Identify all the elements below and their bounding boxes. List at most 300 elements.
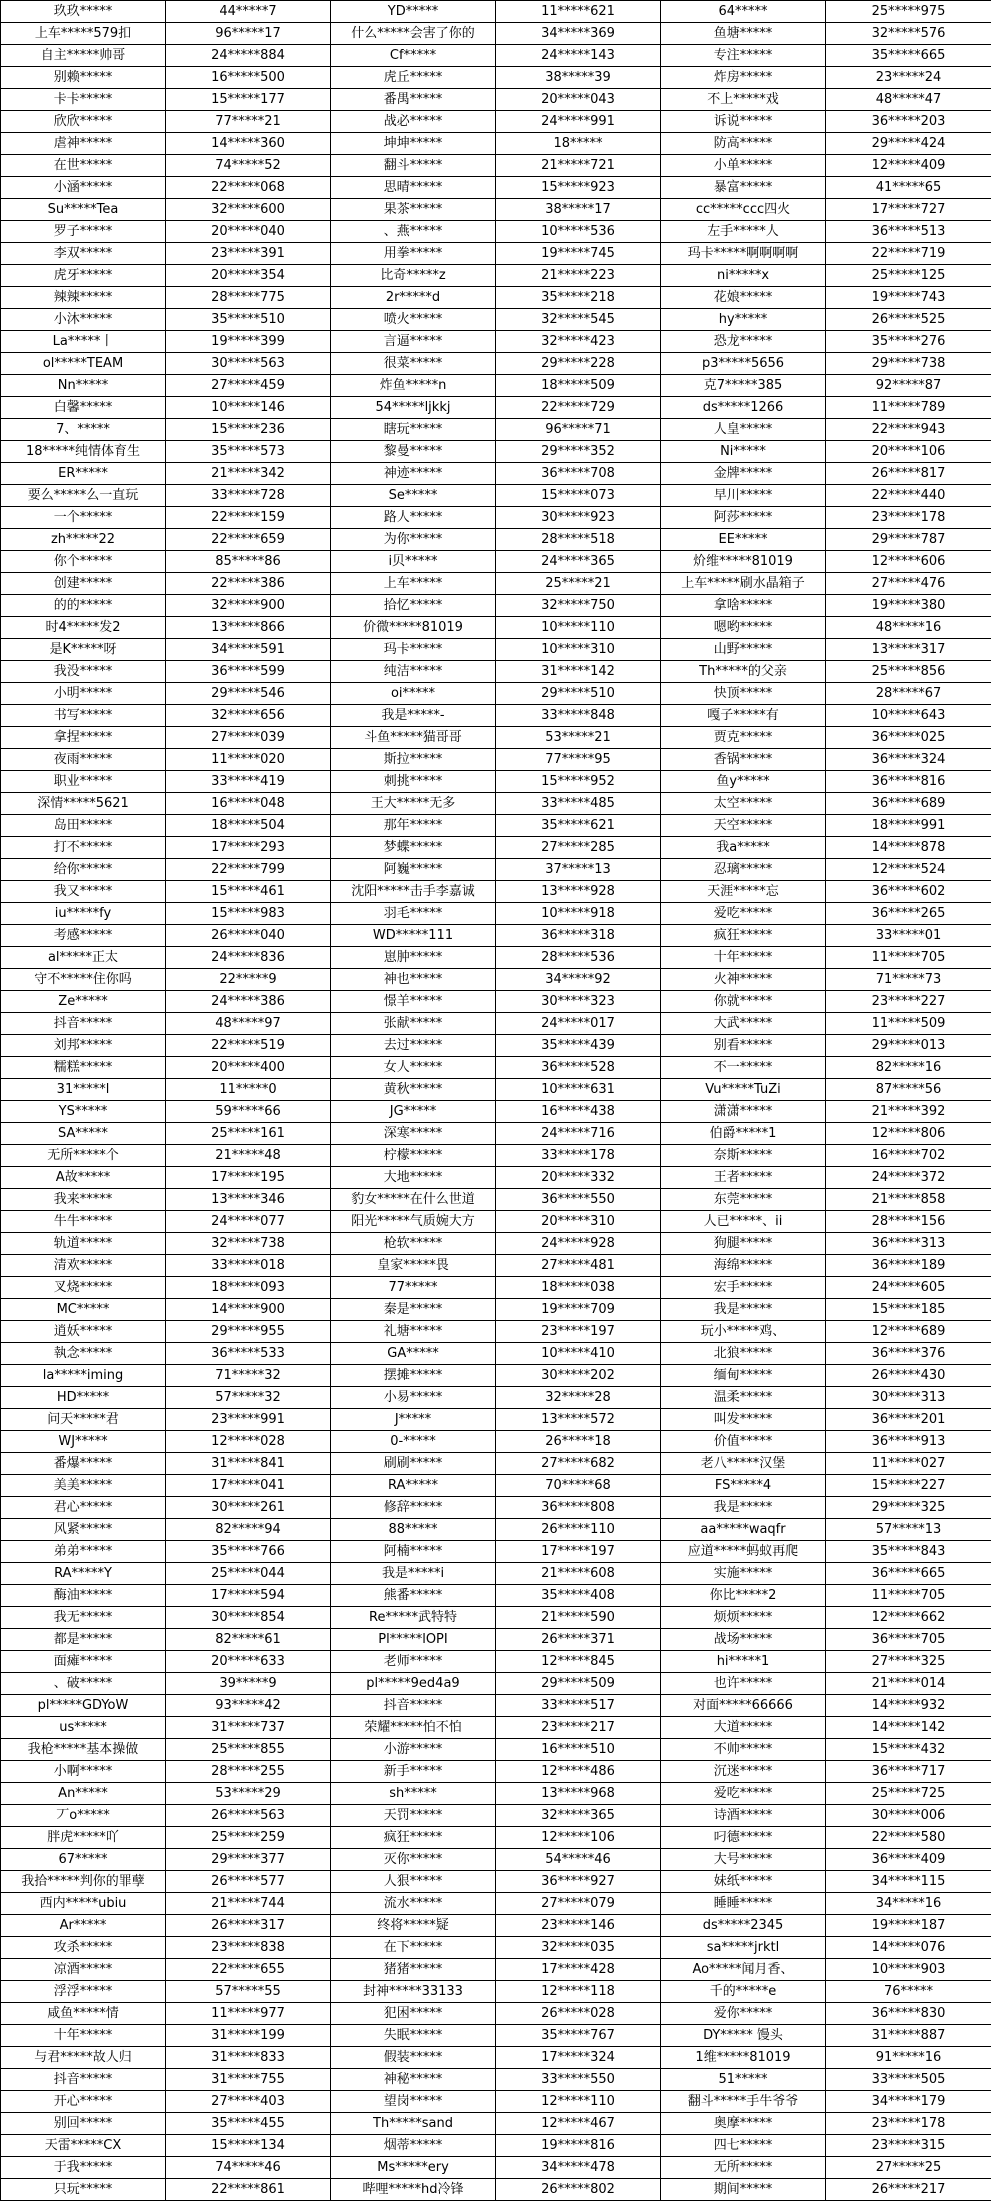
table-row	[1, 1849, 991, 1871]
player-name-2-cell: 在下*****	[331, 1937, 496, 1959]
table-row	[1, 2025, 991, 2047]
player-name-1-cell: iu*****fy	[1, 903, 166, 925]
player-name-3-cell: 也许*****	[661, 1673, 826, 1695]
player-name-2-cell: 羽毛*****	[331, 903, 496, 925]
player-id-3-cell: 12*****806	[826, 1123, 991, 1145]
player-id-1-cell: 26*****563	[166, 1805, 331, 1827]
player-id-1-cell: 22*****659	[166, 529, 331, 551]
player-id-3-cell: 27*****25	[826, 2157, 991, 2179]
player-name-1-cell: 自主*****帅哥	[1, 45, 166, 67]
player-name-2-cell: WD*****111	[331, 925, 496, 947]
player-name-2-cell: 猪猪*****	[331, 1959, 496, 1981]
player-id-2-cell: 11*****621	[496, 1, 661, 23]
player-name-1-cell: 轨道*****	[1, 1233, 166, 1255]
table-row	[1, 771, 991, 793]
table-row	[1, 1541, 991, 1563]
player-id-2-cell: 36*****927	[496, 1871, 661, 1893]
player-id-1-cell: 18*****504	[166, 815, 331, 837]
player-id-1-cell: 22*****655	[166, 1959, 331, 1981]
player-name-3-cell: Th*****的父亲	[661, 661, 826, 683]
player-name-3-cell: 东莞*****	[661, 1189, 826, 1211]
player-name-1-cell: La*****丨	[1, 331, 166, 353]
player-name-1-cell: 深情*****5621	[1, 793, 166, 815]
player-id-1-cell: 14*****360	[166, 133, 331, 155]
player-id-1-cell: 24*****077	[166, 1211, 331, 1233]
player-name-2-cell: 纯洁*****	[331, 661, 496, 683]
player-id-3-cell: 33*****01	[826, 925, 991, 947]
player-id-3-cell: 36*****201	[826, 1409, 991, 1431]
player-name-2-cell: 大地*****	[331, 1167, 496, 1189]
player-name-2-cell: 战必*****	[331, 111, 496, 133]
player-name-1-cell: 糯糕*****	[1, 1057, 166, 1079]
player-id-1-cell: 82*****94	[166, 1519, 331, 1541]
player-name-1-cell: 西内*****ubiu	[1, 1893, 166, 1915]
player-name-2-cell: 什么*****会害了你的	[331, 23, 496, 45]
player-name-1-cell: pl*****GDYoW	[1, 1695, 166, 1717]
player-name-2-cell: 刺挑*****	[331, 771, 496, 793]
player-id-3-cell: 18*****991	[826, 815, 991, 837]
player-id-2-cell: 18*****509	[496, 375, 661, 397]
player-id-1-cell: 20*****400	[166, 1057, 331, 1079]
player-id-1-cell: 29*****377	[166, 1849, 331, 1871]
player-id-2-cell: 32*****750	[496, 595, 661, 617]
player-id-1-cell: 24*****836	[166, 947, 331, 969]
player-name-1-cell: An*****	[1, 1783, 166, 1805]
player-id-1-cell: 30*****854	[166, 1607, 331, 1629]
player-id-2-cell: 23*****217	[496, 1717, 661, 1739]
player-name-3-cell: p3*****5656	[661, 353, 826, 375]
player-id-3-cell: 23*****178	[826, 2113, 991, 2135]
player-id-3-cell: 23*****24	[826, 67, 991, 89]
player-id-3-cell: 36*****265	[826, 903, 991, 925]
player-name-3-cell: 51*****	[661, 2069, 826, 2091]
table-row	[1, 309, 991, 331]
player-name-1-cell: 弟弟*****	[1, 1541, 166, 1563]
player-name-2-cell: 用拳*****	[331, 243, 496, 265]
player-id-3-cell: 36*****705	[826, 1629, 991, 1651]
table-row	[1, 1255, 991, 1277]
table-row	[1, 353, 991, 375]
player-name-3-cell: 上车*****刷水晶箱子	[661, 573, 826, 595]
player-name-3-cell: 温柔*****	[661, 1387, 826, 1409]
player-name-1-cell: 浮浮*****	[1, 1981, 166, 2003]
player-name-3-cell: 人皇*****	[661, 419, 826, 441]
player-name-2-cell: 77*****	[331, 1277, 496, 1299]
player-name-2-cell: 斗鱼*****猫哥哥	[331, 727, 496, 749]
player-name-1-cell: 小涵*****	[1, 177, 166, 199]
table-row	[1, 2179, 991, 2201]
player-id-2-cell: 36*****550	[496, 1189, 661, 1211]
player-id-2-cell: 22*****729	[496, 397, 661, 419]
player-name-2-cell: i贝*****	[331, 551, 496, 573]
player-id-1-cell: 23*****991	[166, 1409, 331, 1431]
player-id-2-cell: 27*****079	[496, 1893, 661, 1915]
player-id-1-cell: 13*****346	[166, 1189, 331, 1211]
player-name-2-cell: 犯困*****	[331, 2003, 496, 2025]
table-row	[1, 837, 991, 859]
player-id-3-cell: 26*****525	[826, 309, 991, 331]
player-name-2-cell: 果茶*****	[331, 199, 496, 221]
player-id-3-cell: 32*****576	[826, 23, 991, 45]
player-id-1-cell: 15*****461	[166, 881, 331, 903]
table-row	[1, 177, 991, 199]
player-name-1-cell: 别回*****	[1, 2113, 166, 2135]
table-row	[1, 1365, 991, 1387]
player-name-1-cell: YS*****	[1, 1101, 166, 1123]
player-name-1-cell: 胖虎*****吖	[1, 1827, 166, 1849]
player-id-2-cell: 27*****481	[496, 1255, 661, 1277]
player-id-2-cell: 21*****590	[496, 1607, 661, 1629]
player-id-1-cell: 25*****044	[166, 1563, 331, 1585]
player-name-3-cell: 嗯哟*****	[661, 617, 826, 639]
player-name-2-cell: 天罚*****	[331, 1805, 496, 1827]
player-name-1-cell: 咸鱼*****情	[1, 2003, 166, 2025]
player-name-3-cell: 我是*****	[661, 1299, 826, 1321]
table-row	[1, 375, 991, 397]
player-name-1-cell: 夜雨*****	[1, 749, 166, 771]
table-row	[1, 1189, 991, 1211]
table-row	[1, 991, 991, 1013]
table-row	[1, 1497, 991, 1519]
player-name-3-cell: 翻斗*****手牛爷爷	[661, 2091, 826, 2113]
player-id-3-cell: 36*****189	[826, 1255, 991, 1277]
player-name-1-cell: 7、*****	[1, 419, 166, 441]
player-name-3-cell: 山野*****	[661, 639, 826, 661]
player-id-1-cell: 53*****29	[166, 1783, 331, 1805]
table-row	[1, 815, 991, 837]
player-id-2-cell: 36*****528	[496, 1057, 661, 1079]
table-row	[1, 1101, 991, 1123]
player-id-2-cell: 54*****46	[496, 1849, 661, 1871]
player-id-2-cell: 30*****202	[496, 1365, 661, 1387]
player-name-2-cell: 哔哩*****hd冷锋	[331, 2179, 496, 2201]
player-name-1-cell: 我没*****	[1, 661, 166, 683]
player-id-3-cell: 26*****817	[826, 463, 991, 485]
player-id-2-cell: 20*****332	[496, 1167, 661, 1189]
player-name-2-cell: 黄秋*****	[331, 1079, 496, 1101]
player-name-1-cell: 番爆*****	[1, 1453, 166, 1475]
table-row	[1, 1035, 991, 1057]
player-id-3-cell: 22*****440	[826, 485, 991, 507]
table-row	[1, 661, 991, 683]
table-row	[1, 2113, 991, 2135]
player-name-1-cell: 打不*****	[1, 837, 166, 859]
table-row	[1, 529, 991, 551]
player-id-3-cell: 87*****56	[826, 1079, 991, 1101]
table-row	[1, 1673, 991, 1695]
player-name-2-cell: 皇家*****畏	[331, 1255, 496, 1277]
player-name-2-cell: 抖音*****	[331, 1695, 496, 1717]
table-row	[1, 1893, 991, 1915]
player-id-2-cell: 10*****410	[496, 1343, 661, 1365]
player-id-1-cell: 22*****519	[166, 1035, 331, 1057]
player-name-1-cell: 丆o*****	[1, 1805, 166, 1827]
player-name-1-cell: 风紧*****	[1, 1519, 166, 1541]
player-id-1-cell: 27*****459	[166, 375, 331, 397]
player-name-1-cell: 小明*****	[1, 683, 166, 705]
player-id-3-cell: 10*****903	[826, 1959, 991, 1981]
player-id-1-cell: 22*****068	[166, 177, 331, 199]
player-name-1-cell: zh*****22	[1, 529, 166, 551]
table-row	[1, 1937, 991, 1959]
player-id-1-cell: 23*****391	[166, 243, 331, 265]
player-name-1-cell: ol*****TEAM	[1, 353, 166, 375]
player-name-3-cell: 天空*****	[661, 815, 826, 837]
player-id-3-cell: 71*****73	[826, 969, 991, 991]
player-id-3-cell: 28*****67	[826, 683, 991, 705]
player-id-3-cell: 24*****605	[826, 1277, 991, 1299]
player-id-3-cell: 15*****227	[826, 1475, 991, 1497]
player-name-1-cell: 逍妖*****	[1, 1321, 166, 1343]
player-id-2-cell: 32*****28	[496, 1387, 661, 1409]
table-row	[1, 1387, 991, 1409]
player-id-3-cell: 82*****16	[826, 1057, 991, 1079]
player-name-2-cell: 枪软*****	[331, 1233, 496, 1255]
player-id-2-cell: 13*****968	[496, 1783, 661, 1805]
player-name-1-cell: al*****正太	[1, 947, 166, 969]
player-name-2-cell: Cf*****	[331, 45, 496, 67]
player-name-1-cell: 抖音*****	[1, 2069, 166, 2091]
player-id-2-cell: 32*****365	[496, 1805, 661, 1827]
player-id-3-cell: 76*****	[826, 1981, 991, 2003]
player-name-1-cell: Ar*****	[1, 1915, 166, 1937]
player-name-3-cell: 缅甸*****	[661, 1365, 826, 1387]
player-name-3-cell: ni*****x	[661, 265, 826, 287]
player-id-3-cell: 48*****16	[826, 617, 991, 639]
player-id-2-cell: 13*****928	[496, 881, 661, 903]
player-id-3-cell: 36*****717	[826, 1761, 991, 1783]
player-id-1-cell: 25*****259	[166, 1827, 331, 1849]
player-name-2-cell: Ms*****ery	[331, 2157, 496, 2179]
table-row	[1, 1761, 991, 1783]
player-name-2-cell: 假装*****	[331, 2047, 496, 2069]
table-row	[1, 331, 991, 353]
player-name-1-cell: Su*****Tea	[1, 199, 166, 221]
player-id-1-cell: 31*****841	[166, 1453, 331, 1475]
player-name-1-cell: 是K*****呀	[1, 639, 166, 661]
player-id-3-cell: 31*****887	[826, 2025, 991, 2047]
player-name-1-cell: 罗子*****	[1, 221, 166, 243]
player-id-2-cell: 29*****352	[496, 441, 661, 463]
table-row	[1, 1233, 991, 1255]
player-id-3-cell: 12*****662	[826, 1607, 991, 1629]
player-name-2-cell: 神秘*****	[331, 2069, 496, 2091]
player-name-1-cell: 时4*****发2	[1, 617, 166, 639]
player-id-3-cell: 29*****787	[826, 529, 991, 551]
player-id-2-cell: 96*****71	[496, 419, 661, 441]
player-id-1-cell: 32*****738	[166, 1233, 331, 1255]
player-id-2-cell: 10*****536	[496, 221, 661, 243]
table-row	[1, 1167, 991, 1189]
player-name-3-cell: hi*****1	[661, 1651, 826, 1673]
player-name-2-cell: 秦是*****	[331, 1299, 496, 1321]
player-name-3-cell: 人已*****、ii	[661, 1211, 826, 1233]
player-name-3-cell: 天涯*****忘	[661, 881, 826, 903]
player-id-1-cell: 13*****866	[166, 617, 331, 639]
player-id-3-cell: 36*****376	[826, 1343, 991, 1365]
player-id-1-cell: 15*****236	[166, 419, 331, 441]
player-id-1-cell: 57*****32	[166, 1387, 331, 1409]
player-name-1-cell: 我枪*****基本操做	[1, 1739, 166, 1761]
player-name-3-cell: 大号*****	[661, 1849, 826, 1871]
player-name-2-cell: Th*****sand	[331, 2113, 496, 2135]
player-name-3-cell: 王者*****	[661, 1167, 826, 1189]
player-name-1-cell: A故*****	[1, 1167, 166, 1189]
table-row	[1, 441, 991, 463]
table-row	[1, 969, 991, 991]
player-name-3-cell: 奥摩*****	[661, 2113, 826, 2135]
player-id-3-cell: 12*****689	[826, 1321, 991, 1343]
player-id-3-cell: 36*****665	[826, 1563, 991, 1585]
player-name-3-cell: 拿啥*****	[661, 595, 826, 617]
player-id-1-cell: 17*****195	[166, 1167, 331, 1189]
player-id-2-cell: 28*****518	[496, 529, 661, 551]
player-id-1-cell: 57*****55	[166, 1981, 331, 2003]
player-name-2-cell: 瞎玩*****	[331, 419, 496, 441]
table-row	[1, 683, 991, 705]
player-name-1-cell: 面瘫*****	[1, 1651, 166, 1673]
player-name-2-cell: 黎曼*****	[331, 441, 496, 463]
player-name-2-cell: 深寒*****	[331, 1123, 496, 1145]
player-name-3-cell: hy*****	[661, 309, 826, 331]
player-name-2-cell: 翻斗*****	[331, 155, 496, 177]
player-id-1-cell: 32*****600	[166, 199, 331, 221]
player-id-1-cell: 96*****17	[166, 23, 331, 45]
player-id-1-cell: 35*****455	[166, 2113, 331, 2135]
player-name-3-cell: 伯爵*****1	[661, 1123, 826, 1145]
player-name-1-cell: ER*****	[1, 463, 166, 485]
player-name-3-cell: 老八*****汉堡	[661, 1453, 826, 1475]
player-id-2-cell: 30*****923	[496, 507, 661, 529]
player-name-2-cell: 人狠*****	[331, 1871, 496, 1893]
player-id-2-cell: 31*****142	[496, 661, 661, 683]
player-id-1-cell: 14*****900	[166, 1299, 331, 1321]
player-name-3-cell: 潇潇*****	[661, 1101, 826, 1123]
table-row	[1, 199, 991, 221]
player-name-1-cell: Nn*****	[1, 375, 166, 397]
table-row	[1, 1959, 991, 1981]
player-name-2-cell: 憬羊*****	[331, 991, 496, 1013]
player-name-3-cell: 香锅*****	[661, 749, 826, 771]
player-name-2-cell: J*****	[331, 1409, 496, 1431]
player-id-1-cell: 74*****52	[166, 155, 331, 177]
player-name-3-cell: 炌维*****81019	[661, 551, 826, 573]
player-id-3-cell: 11*****027	[826, 1453, 991, 1475]
table-row	[1, 1321, 991, 1343]
player-name-1-cell: 上车*****579扣	[1, 23, 166, 45]
player-name-3-cell: 奈斯*****	[661, 1145, 826, 1167]
player-id-2-cell: 32*****423	[496, 331, 661, 353]
player-id-1-cell: 24*****884	[166, 45, 331, 67]
player-name-3-cell: 诉说*****	[661, 111, 826, 133]
player-name-1-cell: 虎牙*****	[1, 265, 166, 287]
table-row	[1, 463, 991, 485]
player-name-1-cell: 李双*****	[1, 243, 166, 265]
player-name-2-cell: Re*****武特特	[331, 1607, 496, 1629]
player-name-1-cell: 我无*****	[1, 1607, 166, 1629]
player-id-3-cell: 29*****325	[826, 1497, 991, 1519]
player-name-3-cell: 北狼*****	[661, 1343, 826, 1365]
player-id-2-cell: 34*****369	[496, 23, 661, 45]
player-id-3-cell: 36*****830	[826, 2003, 991, 2025]
player-name-3-cell: 疯狂*****	[661, 925, 826, 947]
table-row	[1, 2091, 991, 2113]
player-name-1-cell: 开心*****	[1, 2091, 166, 2113]
player-name-3-cell: 四七*****	[661, 2135, 826, 2157]
player-id-3-cell: 26*****430	[826, 1365, 991, 1387]
table-row	[1, 67, 991, 89]
player-id-1-cell: 10*****146	[166, 397, 331, 419]
player-name-3-cell: EE*****	[661, 529, 826, 551]
player-name-2-cell: Pl*****lOPI	[331, 1629, 496, 1651]
player-name-1-cell: 岛田*****	[1, 815, 166, 837]
player-name-1-cell: 考感*****	[1, 925, 166, 947]
player-id-1-cell: 30*****261	[166, 1497, 331, 1519]
player-id-2-cell: 16*****510	[496, 1739, 661, 1761]
player-id-2-cell: 24*****365	[496, 551, 661, 573]
player-name-3-cell: 阿莎*****	[661, 507, 826, 529]
player-name-1-cell: 别赖*****	[1, 67, 166, 89]
player-name-2-cell: 54*****ljkkj	[331, 397, 496, 419]
player-id-2-cell: 12*****118	[496, 1981, 661, 2003]
player-id-1-cell: 28*****775	[166, 287, 331, 309]
player-name-2-cell: 拾忆*****	[331, 595, 496, 617]
player-name-1-cell: 一个*****	[1, 507, 166, 529]
player-name-1-cell: 你个*****	[1, 551, 166, 573]
player-id-3-cell: 21*****014	[826, 1673, 991, 1695]
player-name-2-cell: 言逼*****	[331, 331, 496, 353]
player-name-3-cell: 贾克*****	[661, 727, 826, 749]
player-name-1-cell: 十年*****	[1, 2025, 166, 2047]
player-id-1-cell: 28*****255	[166, 1761, 331, 1783]
player-name-2-cell: 番禺*****	[331, 89, 496, 111]
player-id-2-cell: 15*****952	[496, 771, 661, 793]
table-row	[1, 1057, 991, 1079]
player-id-2-cell: 24*****716	[496, 1123, 661, 1145]
player-name-1-cell: 在世*****	[1, 155, 166, 177]
table-row	[1, 1013, 991, 1035]
player-id-2-cell: 29*****509	[496, 1673, 661, 1695]
table-row	[1, 925, 991, 947]
player-name-1-cell: 与君*****故人归	[1, 2047, 166, 2069]
player-name-2-cell: 坤坤*****	[331, 133, 496, 155]
table-row	[1, 903, 991, 925]
player-name-3-cell: 对面*****66666	[661, 1695, 826, 1717]
table-row	[1, 1409, 991, 1431]
player-id-3-cell: 34*****115	[826, 1871, 991, 1893]
player-id-3-cell: 36*****913	[826, 1431, 991, 1453]
player-id-3-cell: 57*****13	[826, 1519, 991, 1541]
player-name-3-cell: 玛卡*****啊啊啊啊	[661, 243, 826, 265]
table-row	[1, 793, 991, 815]
player-name-1-cell: 小啊*****	[1, 1761, 166, 1783]
player-name-3-cell: 嘎子*****有	[661, 705, 826, 727]
player-name-3-cell: 叼德*****	[661, 1827, 826, 1849]
player-id-2-cell: 38*****39	[496, 67, 661, 89]
player-name-1-cell: 天雷*****CX	[1, 2135, 166, 2157]
player-name-2-cell: 崽肿*****	[331, 947, 496, 969]
player-name-1-cell: 凉酒*****	[1, 1959, 166, 1981]
player-id-1-cell: 29*****955	[166, 1321, 331, 1343]
player-name-2-cell: 阿巍*****	[331, 859, 496, 881]
player-id-2-cell: 34*****92	[496, 969, 661, 991]
table-row	[1, 1453, 991, 1475]
table-row	[1, 1475, 991, 1497]
player-id-1-cell: 22*****861	[166, 2179, 331, 2201]
player-id-3-cell: 28*****156	[826, 1211, 991, 1233]
table-row	[1, 639, 991, 661]
player-name-2-cell: 烟蒂*****	[331, 2135, 496, 2157]
